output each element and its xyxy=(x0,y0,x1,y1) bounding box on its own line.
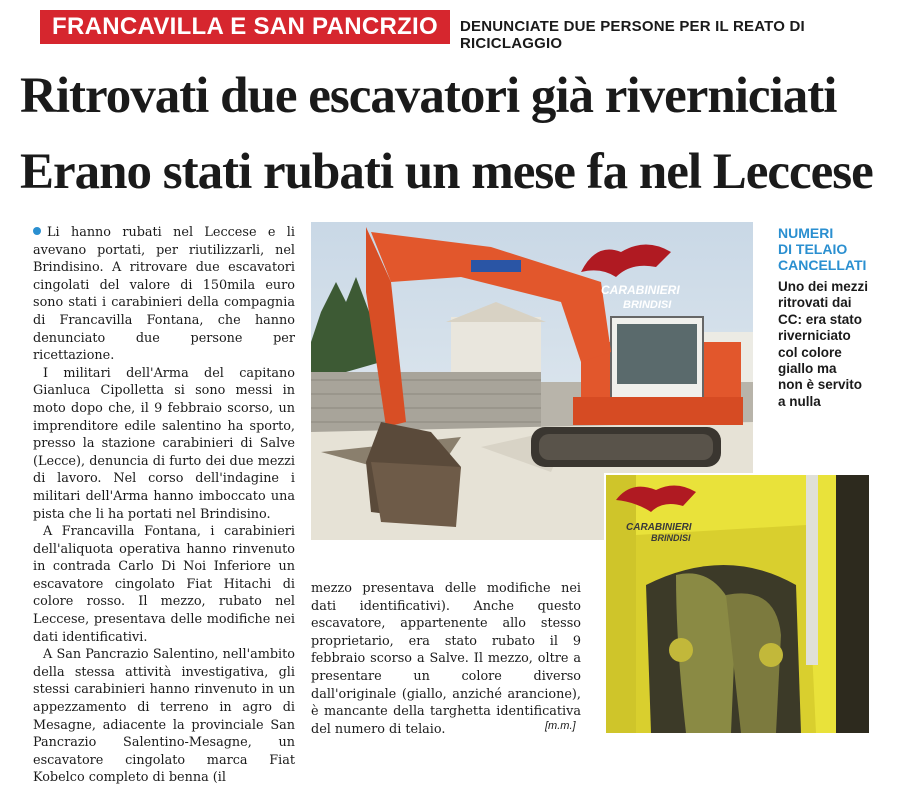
author-signature: [m.m.] xyxy=(545,720,576,732)
headline-line-1: Ritrovati due escavatori già riverniciati xyxy=(20,68,837,124)
article-paragraph-2: I militari dell'Arma del capitano Gianluca Cipolletta si sono messi in moto dopo che, il 9 febbraio scorso, un imprenditore edile salentino ha sporto, presso la stazione carabinieri di Salve (Lecce), denuncia di furto dei due mezzi di lavoro. Nel corso dell'indagine i militari dell'Arma hanno imboccato una pista che li ha portati nel Brindisino. xyxy=(33,365,295,522)
article-column-2 xyxy=(311,580,581,738)
caption-title: NUMERI DI TELAIO CANCELLATI xyxy=(778,225,867,273)
carabinieri-watermark-line2: BRINDISI xyxy=(623,299,672,311)
inset-watermark-line1: CARABINIERI xyxy=(626,522,692,533)
article-paragraph-3: A Francavilla Fontana, i carabinieri dell'aliquota operativa hanno rinvenuto in contrada Carlo Di Noi Inferiore un escavatore cingolato Fiat Hitachi di colore rosso. Il mezzo, rubato nel Leccese, presentava delle modifiche nei dati identificativi. xyxy=(33,524,295,645)
article-paragraph-5: mezzo presentava delle modifiche nei dati identificativi). Anche questo escavatore, appartenente allo stesso proprietario, era stato rubato il 9 febbraio scorso a Salve. Il mezzo, oltre a presentare un colore diverso dall'originale (giallo, anziché arancione), è mancante della targhetta identificativa del numero di telaio. xyxy=(311,581,581,737)
article-paragraph-4: A San Pancrazio Salentino, nell'ambito della stessa attività investigativa, gli stessi carabinieri hanno rinvenuto in un appezzamento di terreno in agro di Mesagne, adiacente la provinciale San Pancrazio Salentino-Mesagne, un escavatore cingolato marca Fiat Kobelco completo di benna (il xyxy=(33,647,295,786)
yellow-excavator-detail-photo xyxy=(604,473,871,735)
inset-watermark-line2: BRINDISI xyxy=(651,533,691,543)
caption-body: Uno dei mezzi ritrovati dai CC: era stato riverniciato col colore giallo ma non è servito a nulla xyxy=(778,279,869,409)
bullet-icon xyxy=(33,227,41,235)
article-column-1 xyxy=(33,224,295,787)
carabinieri-watermark-line1: CARABINIERI xyxy=(601,283,680,297)
kicker-subhead: DENUNCIATE DUE PERSONE PER IL REATO DI RICICLAGGIO xyxy=(460,18,805,52)
article-paragraph-1: Li hanno rubati nel Leccese e li avevano portati, per riutilizzarli, nel Brindisino. A ritrovare due escavatori cingolati del valore di 150mila euro sono stati i carabinieri della compagnia di Francavilla Fontana, che hanno denunciato due persone per ricettazione. xyxy=(33,225,295,364)
section-kicker: FRANCAVILLA E SAN PANCRZIO xyxy=(40,10,450,44)
headline-line-2: Erano stati rubati un mese fa nel Leccese xyxy=(20,144,873,200)
